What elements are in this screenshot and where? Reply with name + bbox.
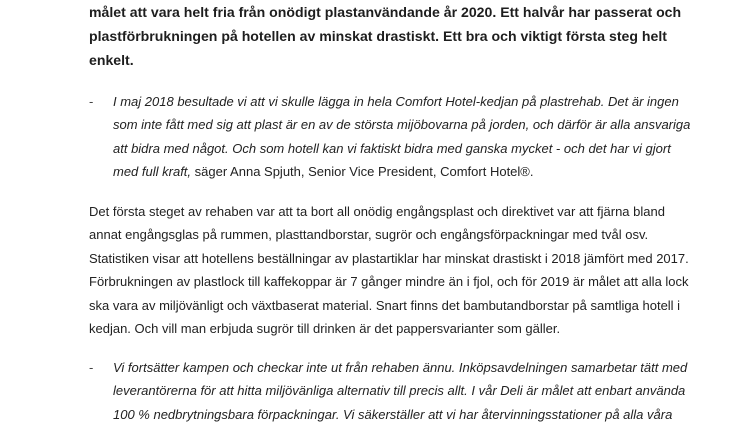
quote-line: att bidra med något. Och som hotell kan vi faktiskt bidra med ganska mycket - och det har vi gjort [113,140,671,156]
quote-line: I maj 2018 besultade vi att vi skulle lägga in hela Comfort Hotel-kedjan på plastrehab. Det är ingen [113,94,679,109]
body-paragraph [89,200,719,340]
quote-line: med full kraft, [113,164,192,180]
lead-paragraph [89,0,699,72]
body-line: annat engångsglas på rummen, plasttandborstar, sugrör och engångsförpackningar med tvål osv. [89,227,649,243]
quote-attribution: säger Anna Spjuth, Senior Vice President, Comfort Hotel®. [191,164,534,180]
body-line: Det första steget av rehaben var att ta bort all onödig engångsplast och direktivet var att fjärna bland [89,204,665,219]
quote-line: 100 % nedbrytningsbara förpackningar. Vi säkerställer att vi har återvinningsstationer på alla våra [113,406,673,422]
lead-line: enkelt. [89,52,134,68]
body-line: Statistiken visar att hotellens beställningar av plastartiklar har minskat drastiskt i 2018 jämfört med 2017. [89,250,689,266]
body-line: Förbrukningen av plastlock till kaffekoppar är 7 gånger mindre än i fjol, och för 2019 är målet att alla lock [89,274,689,290]
quote-dash: - [89,94,94,109]
body-line: kedjan. Och vill man erbjuda sugrör till drinken är det pappersvarianter som gäller. [89,321,561,337]
lead-line: målet att vara helt fria från onödigt plastanvändande år 2020. Ett halvår har passerat och [89,4,682,20]
quote-line: som inte fått med sig att plast är en av de största mijöbovarna på jorden, och därför är alla ansvariga [113,117,691,133]
body-line: ska vara av miljövänligt och växtbaserat material. Snart finns det bambutandborstar på samtliga hotell i [89,297,681,313]
quote-block-2 [89,356,709,426]
quote-line: leverantörerna för att hitta miljövänliga alternativ till precis allt. I vår Deli är målet att enbart använda [113,383,686,399]
quote-dash: - [89,360,94,375]
quote-last-line [113,160,709,183]
quote-block-1 [89,90,709,184]
quote-line: Vi fortsätter kampen och checkar inte ut från rehaben ännu. Inköpsavdelningen samarbetar tätt med [113,360,688,375]
lead-line: plastförbrukningen på hotellen av minskat drastiskt. Ett bra och viktigt första steg helt [89,28,667,44]
